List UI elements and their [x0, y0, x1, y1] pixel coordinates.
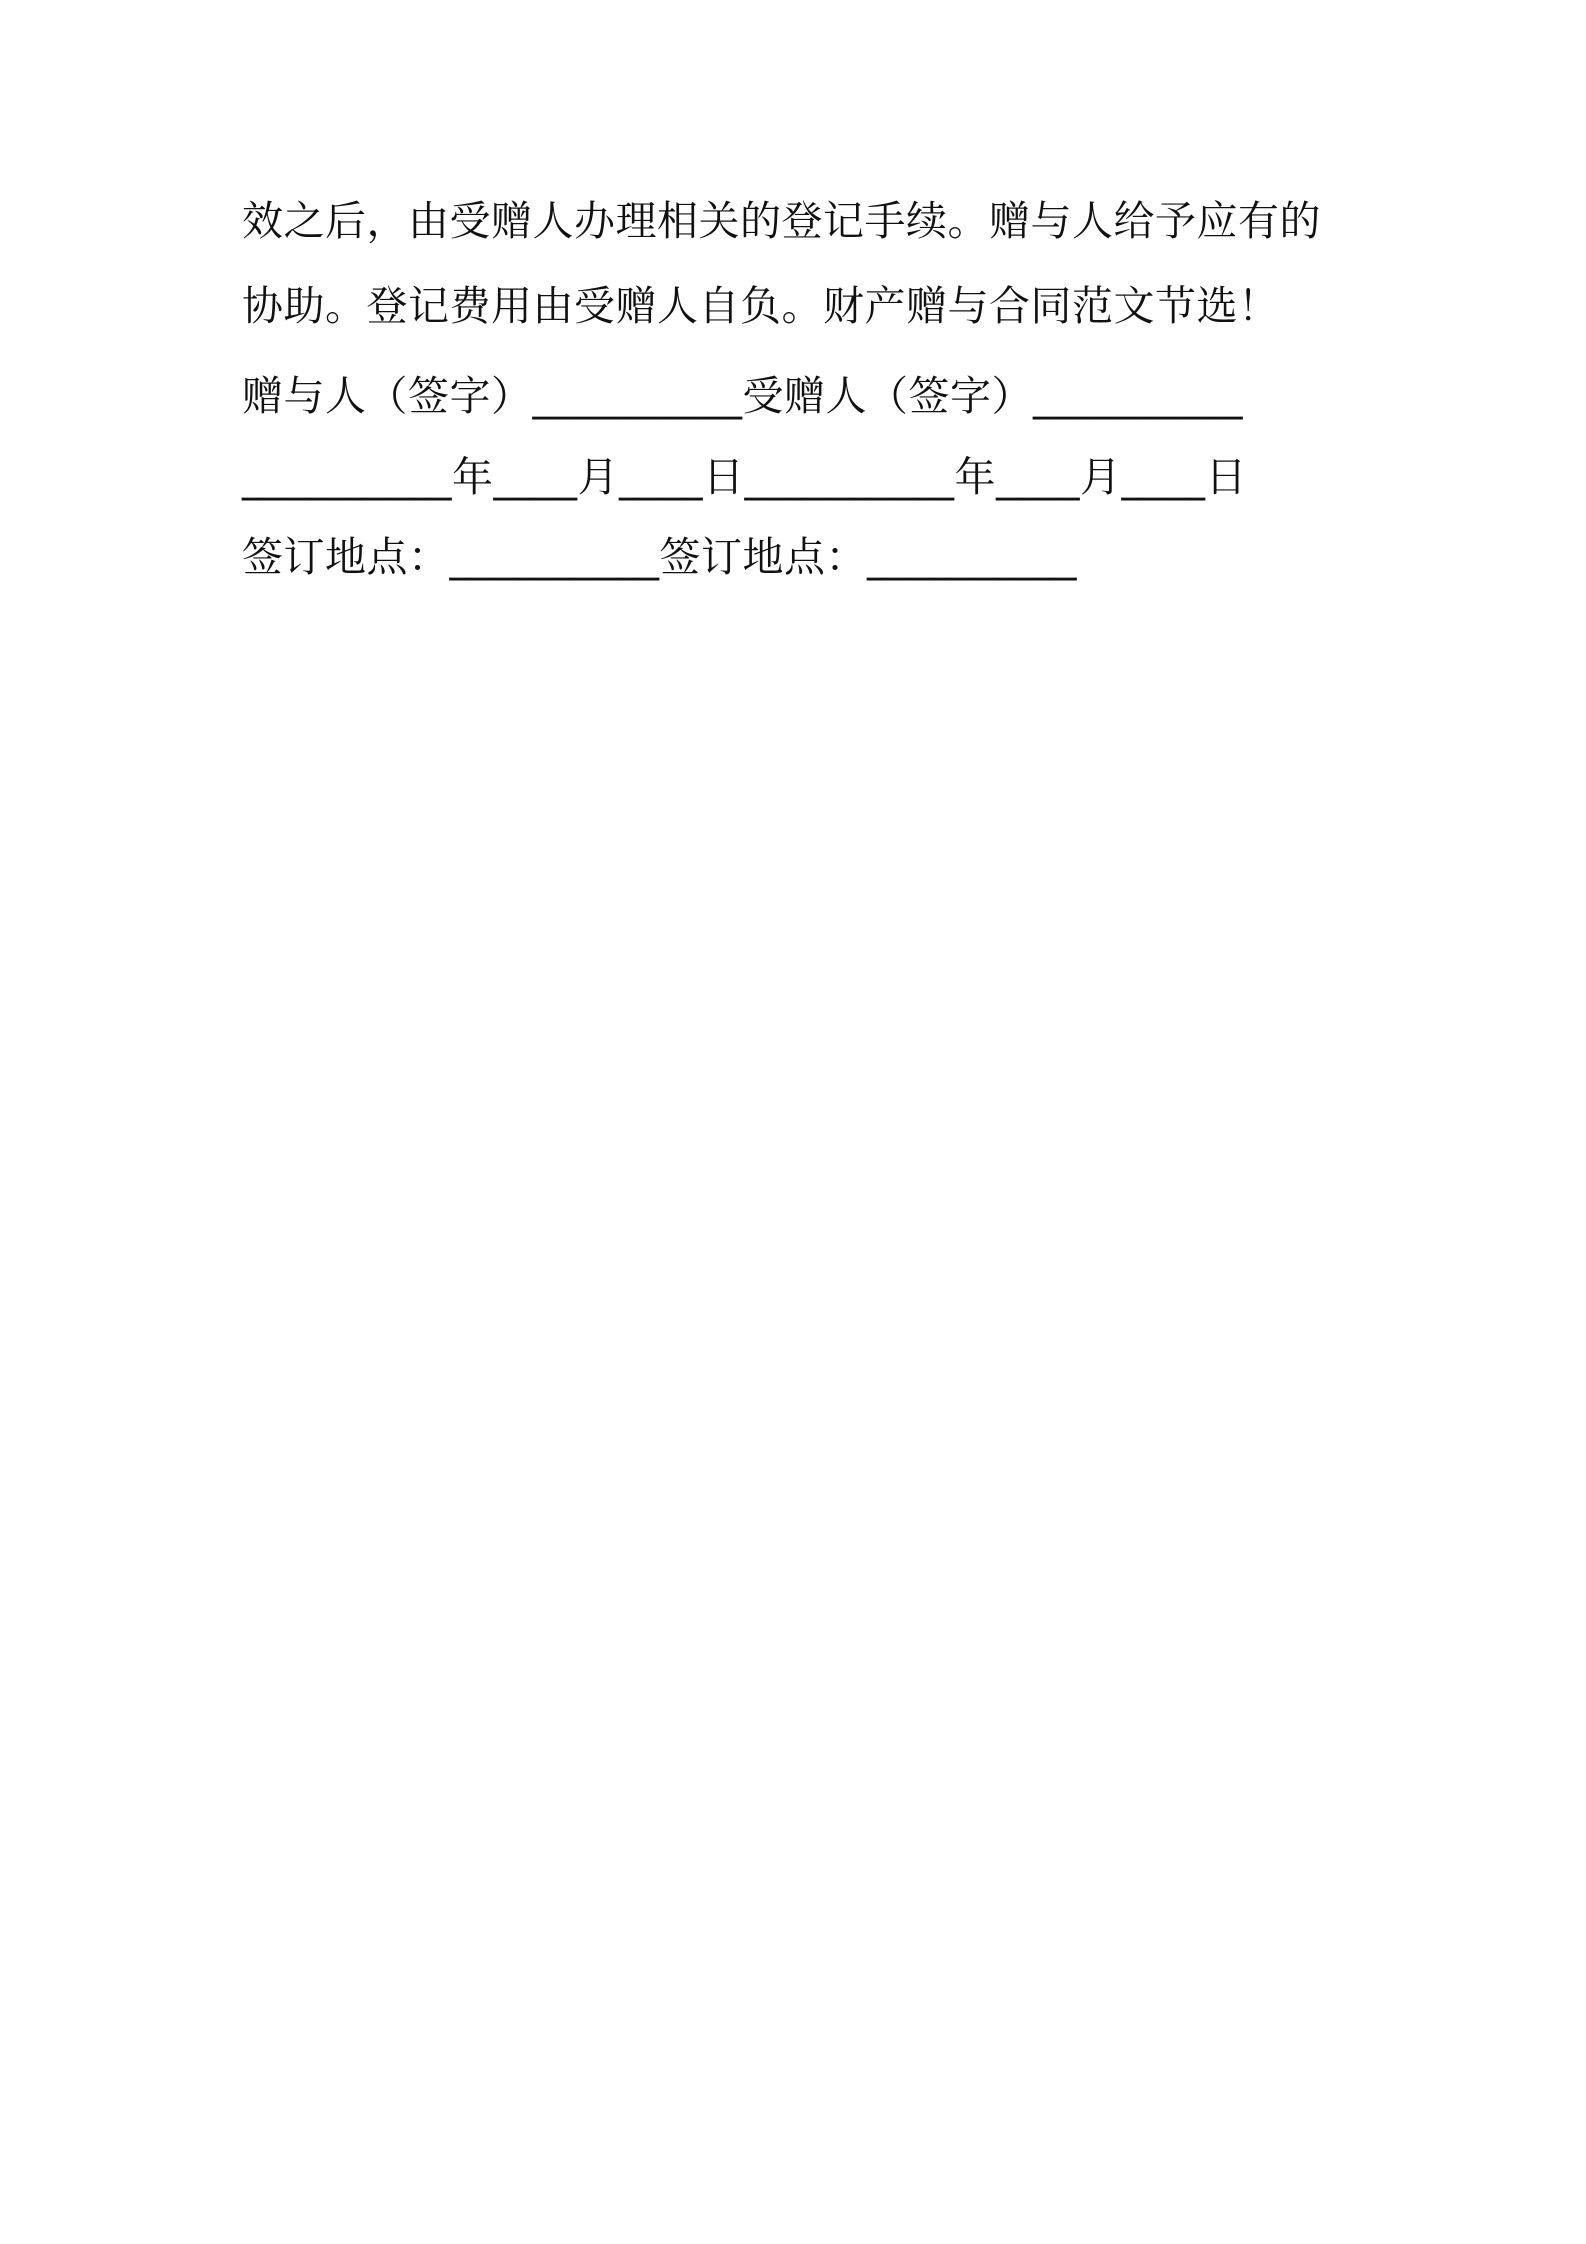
date-line: __________年____月____日__________年____月____日 — [242, 453, 1247, 501]
signing-place-line: 签订地点：__________签订地点：__________ — [242, 533, 1077, 581]
document-body — [242, 196, 1352, 582]
paragraph-line: 效之后，由受赠人办理相关的登记手续。赠与人给予应有的 — [242, 197, 1321, 245]
paragraph-line: 协助。登记费用由受赠人自负。财产赠与合同范文节选！ — [242, 282, 1280, 330]
signature-line: 赠与人（签字）__________受赠人（签字）__________ — [242, 372, 1243, 420]
